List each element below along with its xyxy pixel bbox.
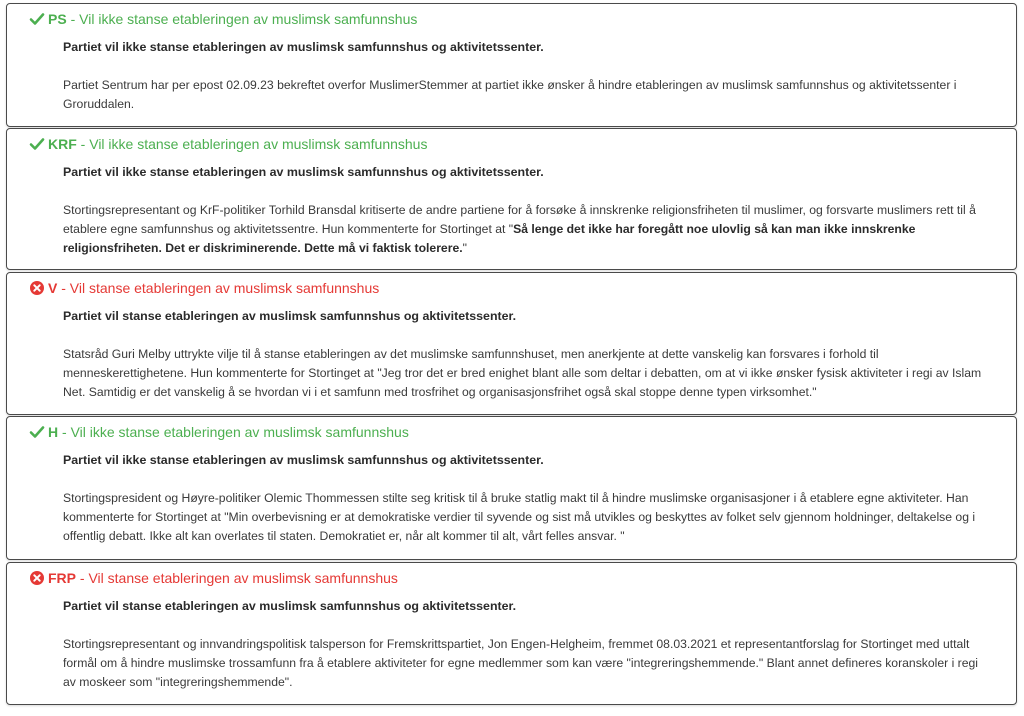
stance-title: Vil ikke stanse etableringen av muslimsk samfunnshus <box>89 136 428 152</box>
card-header[interactable] <box>29 279 379 297</box>
card-header[interactable] <box>29 10 417 28</box>
stance-title: Vil stanse etableringen av muslimsk samfunnshus <box>69 280 380 296</box>
stance-title: Vil ikke stanse etableringen av muslimsk samfunnshus <box>70 424 409 440</box>
check-icon <box>29 136 45 152</box>
check-icon <box>29 424 45 440</box>
description: Stortingsrepresentant og KrF-politiker Torhild Bransdal kritiserte de andre partiene for å forsøke å innskrenke religionsfriheten til muslimer, og forsvarte muslimers rett til å etablere egne samfunnshus og aktivitetssentre. Hun kommenterte for Stortinget at "Så lenge det ikke har foregått noe ulovlig så kan man ikke innskrenke religionsfriheten. Det er diskriminerende. Dette må vi faktisk tolerere." <box>63 203 976 255</box>
party-card-v <box>6 272 1017 415</box>
card-header[interactable] <box>29 569 398 587</box>
separator: - <box>76 136 90 152</box>
description: Stortingspresident og Høyre-politiker Olemic Thommessen stilte seg kritisk til å bruke statlig makt til å hindre muslimske organisasjoner i å etablere egne aktiviteter. Han kommenterte for Stortinget at "Min overbevisning er at demokratiske verdier til syvende og sist må utvikles og beskyttes av folket selv gjennom holdninger, deltakelse og i offentlig debatt. Ikke alt kan overlates til staten. Demokratiet er, når alt kommer til alt, vårt felles ansvar. " <box>63 491 976 543</box>
check-icon <box>29 11 45 27</box>
card-header[interactable] <box>29 135 427 153</box>
stance-title: Vil stanse etableringen av muslimsk samfunnshus <box>88 570 398 586</box>
separator: - <box>58 424 71 440</box>
party-code: PS <box>48 11 67 27</box>
highlighted-quote: Så lenge det ikke har foregått noe ulovlig så kan man ikke innskrenke religionsfriheten. Det er diskriminerende. Dette må vi faktisk tolerere. <box>63 222 916 255</box>
summary: Partiet vil ikke stanse etableringen av muslimsk samfunnshus og aktivitetssenter. <box>63 165 544 179</box>
description: Stortingsrepresentant og innvandringspolitisk talsperson for Fremskrittspartiet, Jon Engen-Helgheim, fremmet 08.03.2021 et representantforslag for Stortinget med uttalt formål om å hindre muslimske trossamfunn fra å etablere aktiviteter for egne medlemmer som kan være "integreringshemmende." Blant annet defineres koranskoler i regi av moskeer som "integreringshemmende". <box>63 637 979 689</box>
stance-title: Vil ikke stanse etableringen av muslimsk samfunnshus <box>79 11 418 27</box>
separator: - <box>76 570 89 586</box>
description: Partiet Sentrum har per epost 02.09.23 bekreftet overfor MuslimerStemmer at partiet ikke ønsker å hindre etableringen av muslimsk samfunnshus og aktivitetssenter i Groruddalen. <box>63 78 957 111</box>
separator: - <box>66 11 80 27</box>
party-code: FRP <box>48 570 76 586</box>
party-card-h <box>6 416 1017 560</box>
summary: Partiet vil stanse etableringen av muslimsk samfunnshus og aktivitetssenter. <box>63 599 517 613</box>
party-code: V <box>48 280 58 296</box>
description: Statsråd Guri Melby uttrykte vilje til å stanse etableringen av det muslimske samfunnshuset, men anerkjente at dette vanskelig kan forsvares i forhold til menneskerettighetene. Hun kommenterte for Stortinget at "Jeg tror det er bred enighet blant alle som deltar i debatten, om at vi ikke ønsker fysisk aktiviteter i regi av Islam Net. Samtidig er det vanskelig å se hvordan vi i et samfunn med trosfrihet og organisasjonsfrihet også skal stoppe denne typen virksomhet." <box>63 347 982 399</box>
party-card-ps <box>6 3 1017 127</box>
x-circle-icon <box>29 280 45 296</box>
summary: Partiet vil stanse etableringen av muslimsk samfunnshus og aktivitetssenter. <box>63 309 517 323</box>
x-circle-icon <box>29 570 45 586</box>
summary: Partiet vil ikke stanse etableringen av muslimsk samfunnshus og aktivitetssenter. <box>63 40 544 54</box>
separator: - <box>57 280 70 296</box>
summary: Partiet vil ikke stanse etableringen av muslimsk samfunnshus og aktivitetssenter. <box>63 453 544 467</box>
party-code: H <box>48 424 59 440</box>
card-header[interactable] <box>29 423 409 441</box>
party-card-frp <box>6 562 1017 705</box>
party-card-krf <box>6 128 1017 270</box>
party-code: KRF <box>48 136 77 152</box>
